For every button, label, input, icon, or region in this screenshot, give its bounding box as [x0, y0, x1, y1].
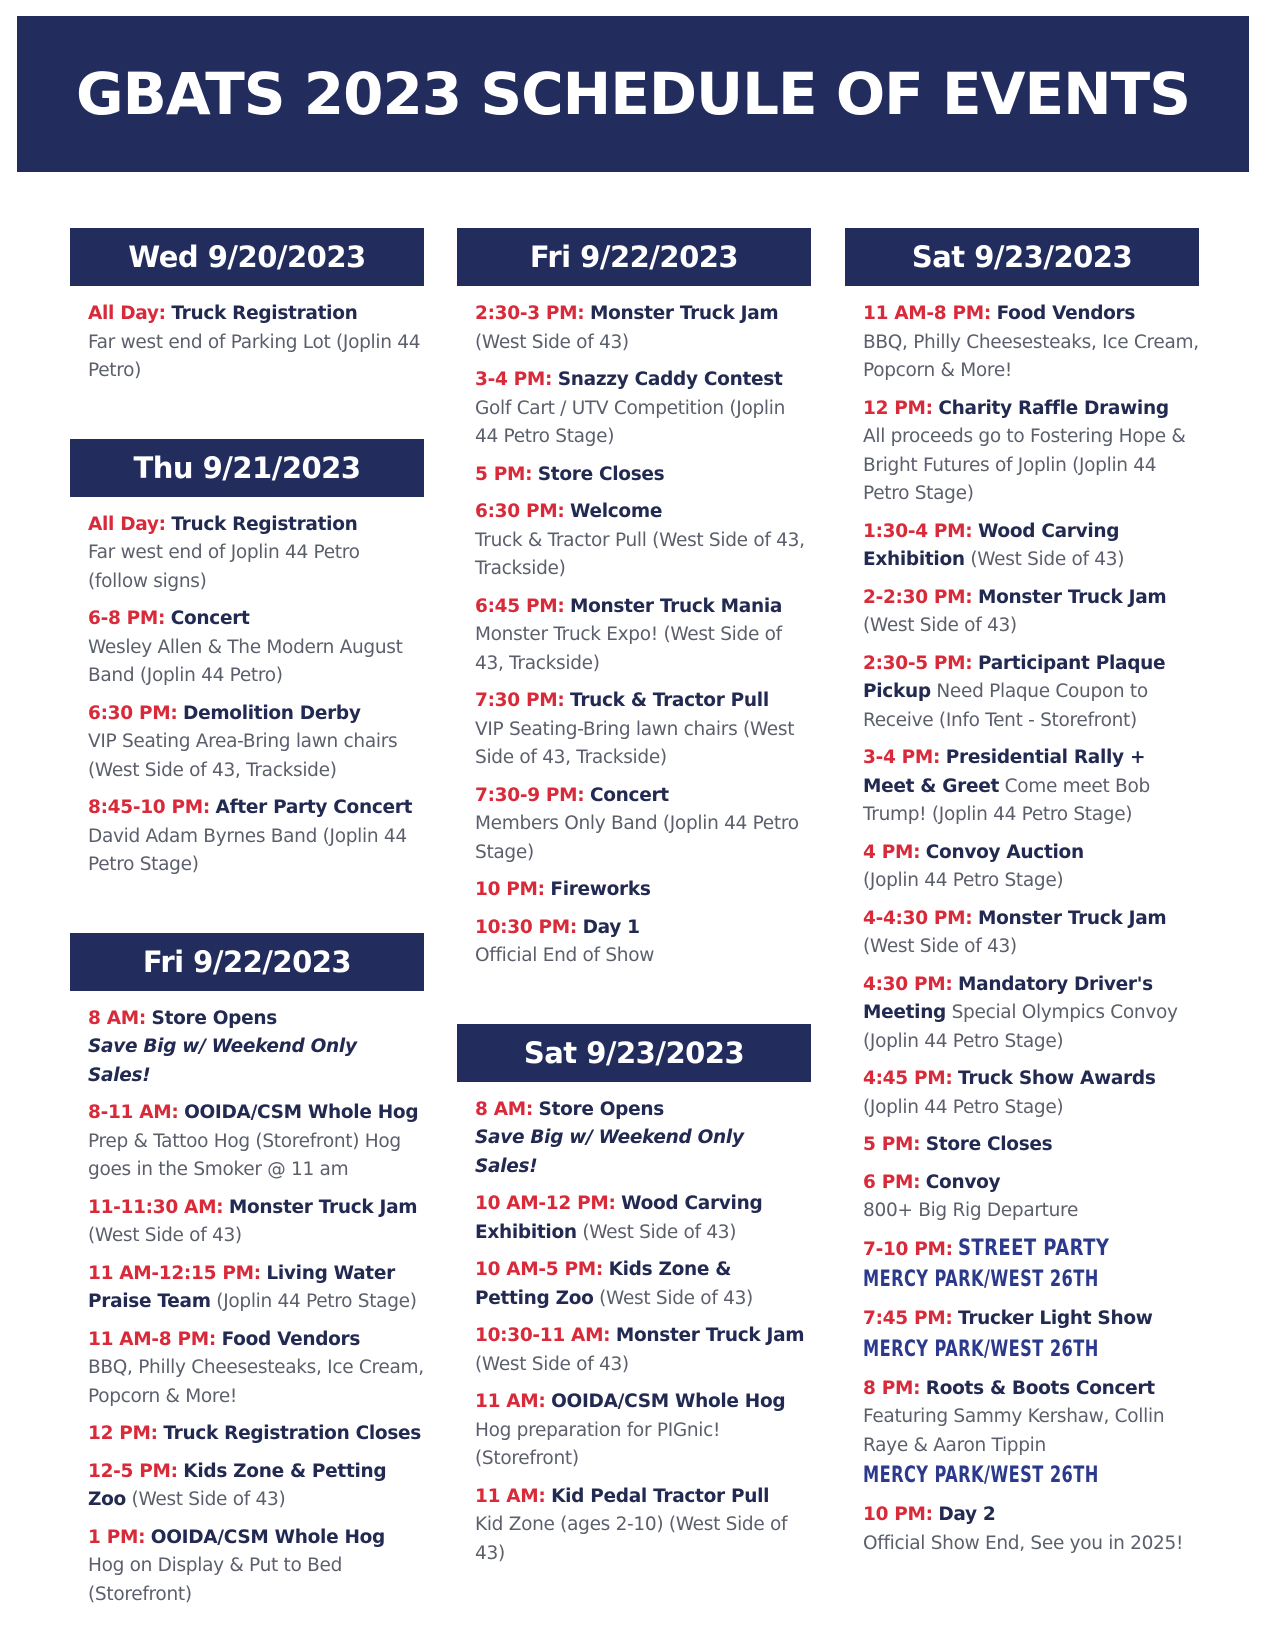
event-title: Store Opens [151, 1007, 277, 1029]
event-description: Kid Zone (ages 2-10) (West Side of 43) [475, 1514, 788, 1564]
event-description: VIP Seating-Bring lawn chairs (West Side of 43, Trackside) [475, 718, 795, 768]
event-time: 6:30 PM: [475, 501, 565, 522]
schedule-column-1 [70, 228, 424, 1618]
event-list [845, 300, 1199, 1558]
event-list [70, 300, 424, 386]
day-header: Fri 9/22/2023 [70, 933, 424, 991]
event-venue: MERCY PARK/WEST 26TH [863, 1336, 1099, 1362]
event-description: Monster Truck Expo! (West Side of 43, Trackside) [475, 624, 782, 674]
event-item [88, 605, 424, 691]
event-description: (West Side of 43) [131, 1489, 286, 1510]
event-description: VIP Seating Area-Bring lawn chairs (West Side of 43, Trackside) [88, 731, 398, 781]
event-venue: MERCY PARK/WEST 26TH [863, 1463, 1099, 1488]
event-time: 7-10 PM: [863, 1238, 953, 1260]
event-description: All proceeds go to Fostering Hope & Bright Futures of Joplin (Joplin 44 Petro Stage) [863, 426, 1186, 504]
event-promo: Save Big w/ Weekend Only Sales! [475, 1127, 744, 1177]
event-item [88, 1458, 424, 1515]
event-time: 6:45 PM: [475, 595, 565, 617]
event-item [863, 1169, 1199, 1226]
schedule-column-3 [845, 228, 1199, 1567]
event-item [475, 461, 811, 490]
event-item [863, 1065, 1199, 1122]
event-title: Truck & Tractor Pull [570, 690, 769, 711]
event-description: Featuring Sammy Kershaw, Collin Raye & Aaron Tippin [863, 1406, 1165, 1456]
event-list [70, 1005, 424, 1610]
event-item [88, 300, 424, 386]
event-item [88, 1524, 424, 1610]
event-time: 11 AM-8 PM: [863, 303, 991, 324]
event-item [475, 1388, 811, 1474]
day-header: Thu 9/21/2023 [70, 439, 424, 497]
event-item [88, 1099, 424, 1185]
event-description: David Adam Byrnes Band (Joplin 44 Petro Stage) [88, 825, 407, 875]
day-block [457, 228, 811, 971]
event-description: (Joplin 44 Petro Stage) [216, 1291, 417, 1312]
title-banner [17, 16, 1249, 172]
schedule-column-2 [457, 228, 811, 1577]
event-title: Wood Carving Exhibition [863, 520, 1120, 570]
event-item [863, 1375, 1199, 1493]
event-item [863, 1501, 1199, 1558]
event-title: Monster Truck Jam [977, 586, 1167, 608]
event-time: 7:30-9 PM: [475, 784, 585, 806]
event-time: 4 PM: [863, 841, 921, 863]
event-description: Golf Cart / UTV Competition (Joplin 44 Petro Stage) [475, 397, 786, 447]
event-title: OOIDA/CSM Whole Hog [184, 1102, 419, 1123]
event-title: Store Closes [537, 463, 665, 485]
event-description: (West Side of 43) [475, 331, 629, 353]
event-time: 6 PM: [863, 1171, 921, 1193]
event-time: 12 PM: [863, 397, 933, 419]
event-venue: MERCY PARK/WEST 26TH [863, 1267, 1099, 1292]
event-time: 3-4 PM: [475, 369, 553, 390]
day-header: Sat 9/23/2023 [845, 228, 1199, 286]
event-item [88, 794, 424, 880]
event-time: All Day: [88, 513, 166, 535]
event-title: Truck Show Awards [958, 1068, 1156, 1089]
event-title: Truck Registration [171, 513, 358, 535]
event-time: 6-8 PM: [88, 608, 166, 629]
event-description: Members Only Band (Joplin 44 Petro Stage) [475, 813, 799, 863]
event-description: (West Side of 43) [582, 1221, 737, 1243]
event-item [475, 300, 811, 357]
event-time: 1:30-4 PM: [863, 520, 973, 542]
event-item [863, 518, 1199, 575]
event-description: Far west end of Parking Lot (Joplin 44 Petro) [88, 331, 421, 381]
event-description: (Joplin 44 Petro Stage) [863, 870, 1064, 891]
event-description: Official End of Show [475, 945, 655, 966]
event-item [863, 584, 1199, 641]
event-title: Roots & Boots Concert [925, 1377, 1155, 1399]
event-time: 11 AM-12:15 PM: [88, 1262, 261, 1284]
event-item [475, 498, 811, 584]
event-title: OOIDA/CSM Whole Hog [551, 1391, 786, 1412]
event-item [475, 782, 811, 868]
event-description: BBQ, Philly Cheesesteaks, Ice Cream, Popcorn & More! [88, 1357, 424, 1407]
event-description: Far west end of Joplin 44 Petro (follow signs) [88, 542, 360, 592]
day-header: Wed 9/20/2023 [70, 228, 424, 286]
event-title: OOIDA/CSM Whole Hog [150, 1526, 385, 1548]
event-title: Kids Zone & Petting Zoo [88, 1460, 387, 1510]
event-title: Concert [170, 608, 250, 629]
event-time: 11 AM: [475, 1485, 546, 1507]
event-time: 1 PM: [88, 1526, 146, 1548]
event-title: Presidential Rally + Meet & Greet [863, 747, 1146, 797]
event-description: Special Olympics Convoy (Joplin 44 Petro Stage) [863, 1002, 1178, 1052]
event-time: 12 PM: [88, 1423, 158, 1444]
event-title: Monster Truck Jam [615, 1325, 805, 1346]
event-title: After Party Concert [215, 797, 413, 818]
event-description: (West Side of 43) [475, 1353, 629, 1375]
event-item [88, 511, 424, 597]
event-description: Hog on Display & Put to Bed (Storefront) [88, 1555, 343, 1605]
event-title: Kid Pedal Tractor Pull [551, 1485, 770, 1507]
event-item [88, 700, 424, 786]
event-time: 10 AM-5 PM: [475, 1259, 603, 1280]
day-block [845, 228, 1199, 1558]
event-title: Mandatory Driver's Meeting [863, 973, 1153, 1023]
event-time: 11-11:30 AM: [88, 1196, 224, 1218]
event-time: 8 AM: [88, 1007, 146, 1029]
event-title: Truck Registration Closes [163, 1423, 421, 1444]
event-title: Day 2 [938, 1504, 996, 1525]
event-time: All Day: [88, 303, 166, 324]
event-item [863, 971, 1199, 1057]
event-title: Living Water Praise Team [88, 1262, 395, 1312]
day-block [70, 933, 424, 1610]
day-header: Sat 9/23/2023 [457, 1024, 811, 1082]
day-spacer [70, 889, 424, 933]
event-description: (West Side of 43) [88, 1225, 242, 1246]
event-time: 8:45-10 PM: [88, 797, 210, 818]
page-title: GBATS 2023 SCHEDULE OF EVENTS [76, 60, 1190, 128]
day-block [70, 439, 424, 880]
event-title: Convoy Auction [925, 841, 1084, 863]
event-time: 4:30 PM: [863, 973, 953, 995]
event-promo: Save Big w/ Weekend Only Sales! [88, 1036, 357, 1086]
event-time: 4:45 PM: [863, 1068, 953, 1089]
event-item [88, 1194, 424, 1251]
event-item [863, 650, 1199, 736]
event-item [88, 1005, 424, 1091]
event-list [70, 511, 424, 880]
event-description: (West Side of 43) [863, 615, 1017, 636]
event-title: Monster Truck Jam [977, 907, 1167, 929]
event-title-venue: STREET PARTY [958, 1235, 1110, 1261]
event-title: Welcome [570, 501, 663, 522]
day-block [70, 228, 424, 386]
event-item [88, 1420, 424, 1449]
event-time: 2-2:30 PM: [863, 586, 973, 608]
event-title: Demolition Derby [183, 702, 361, 724]
event-time: 2:30-5 PM: [863, 652, 973, 674]
event-item [863, 1131, 1199, 1160]
event-item [863, 839, 1199, 896]
event-item [475, 1322, 811, 1379]
event-description: 800+ Big Rig Departure [863, 1200, 1079, 1221]
event-time: 2:30-3 PM: [475, 303, 585, 324]
event-time: 10 AM-12 PM: [475, 1193, 616, 1214]
day-header: Fri 9/22/2023 [457, 228, 811, 286]
event-title: Wood Carving Exhibition [475, 1193, 763, 1243]
event-title: Food Vendors [996, 303, 1136, 324]
event-description: (West Side of 43) [863, 936, 1017, 957]
event-time: 10 PM: [475, 879, 545, 900]
event-title: Snazzy Caddy Contest [557, 369, 783, 390]
event-title: Monster Truck Mania [570, 595, 783, 617]
event-item [475, 593, 811, 679]
event-title: Store Opens [538, 1098, 664, 1120]
event-description: Wesley Allen & The Modern August Band (Joplin 44 Petro) [88, 636, 403, 686]
event-title: Store Closes [925, 1134, 1053, 1155]
event-item [475, 876, 811, 905]
event-title: Food Vendors [221, 1328, 361, 1350]
event-time: 7:45 PM: [863, 1308, 953, 1329]
event-time: 5 PM: [863, 1134, 921, 1155]
event-time: 5 PM: [475, 463, 533, 485]
event-list [457, 300, 811, 971]
event-description: (West Side of 43) [970, 549, 1125, 570]
event-time: 8 PM: [863, 1377, 921, 1399]
event-item [475, 1483, 811, 1569]
event-item [88, 1260, 424, 1317]
event-time: 12-5 PM: [88, 1460, 178, 1482]
event-title: Fireworks [550, 879, 651, 900]
event-description: BBQ, Philly Cheesesteaks, Ice Cream, Popcorn & More! [863, 331, 1199, 381]
event-item [863, 1235, 1199, 1297]
event-time: 6:30 PM: [88, 702, 178, 724]
event-item [475, 366, 811, 452]
day-spacer [457, 980, 811, 1024]
event-title: Concert [589, 784, 669, 806]
event-item [475, 1096, 811, 1182]
event-item [475, 1190, 811, 1247]
event-item [88, 1326, 424, 1412]
event-time: 4-4:30 PM: [863, 907, 973, 929]
event-list [457, 1096, 811, 1569]
event-item [863, 1305, 1199, 1366]
event-title: Convoy [925, 1171, 1001, 1193]
event-description: Need Plaque Coupon to Receive (Info Tent - Storefront) [863, 681, 1148, 731]
event-time: 8-11 AM: [88, 1102, 179, 1123]
event-title: Day 1 [582, 916, 640, 938]
event-item [863, 300, 1199, 386]
event-title: Truck Registration [171, 303, 358, 324]
event-time: 10:30-11 AM: [475, 1325, 611, 1346]
event-description: Official Show End, See you in 2025! [863, 1532, 1184, 1554]
event-time: 7:30 PM: [475, 690, 565, 711]
event-item [475, 1256, 811, 1313]
event-title: Trucker Light Show [958, 1308, 1153, 1329]
event-time: 10 PM: [863, 1504, 933, 1525]
event-item [863, 395, 1199, 509]
event-title: Kids Zone & Petting Zoo [475, 1259, 732, 1309]
event-title: Monster Truck Jam [589, 303, 779, 324]
event-item [863, 905, 1199, 962]
event-item [475, 914, 811, 971]
event-title: Charity Raffle Drawing [938, 397, 1169, 419]
event-description: (West Side of 43) [599, 1287, 753, 1309]
event-item [863, 744, 1199, 830]
event-title: Monster Truck Jam [228, 1196, 418, 1218]
event-item [475, 687, 811, 773]
event-time: 10:30 PM: [475, 916, 577, 938]
event-description: Prep & Tattoo Hog (Storefront) Hog goes in the Smoker @ 11 am [88, 1130, 401, 1180]
event-title: Participant Plaque Pickup [863, 652, 1166, 702]
event-description: Truck & Tractor Pull (West Side of 43, Trackside) [475, 529, 805, 579]
event-time: 11 AM-8 PM: [88, 1328, 216, 1350]
event-description: Come meet Bob Trump! (Joplin 44 Petro Stage) [863, 775, 1150, 825]
day-block [457, 1024, 811, 1569]
day-spacer [70, 395, 424, 439]
event-time: 11 AM: [475, 1391, 546, 1412]
event-time: 8 AM: [475, 1098, 533, 1120]
event-time: 3-4 PM: [863, 747, 941, 768]
event-description: Hog preparation for PIGnic! (Storefront) [475, 1419, 721, 1469]
event-description: (Joplin 44 Petro Stage) [863, 1096, 1064, 1118]
